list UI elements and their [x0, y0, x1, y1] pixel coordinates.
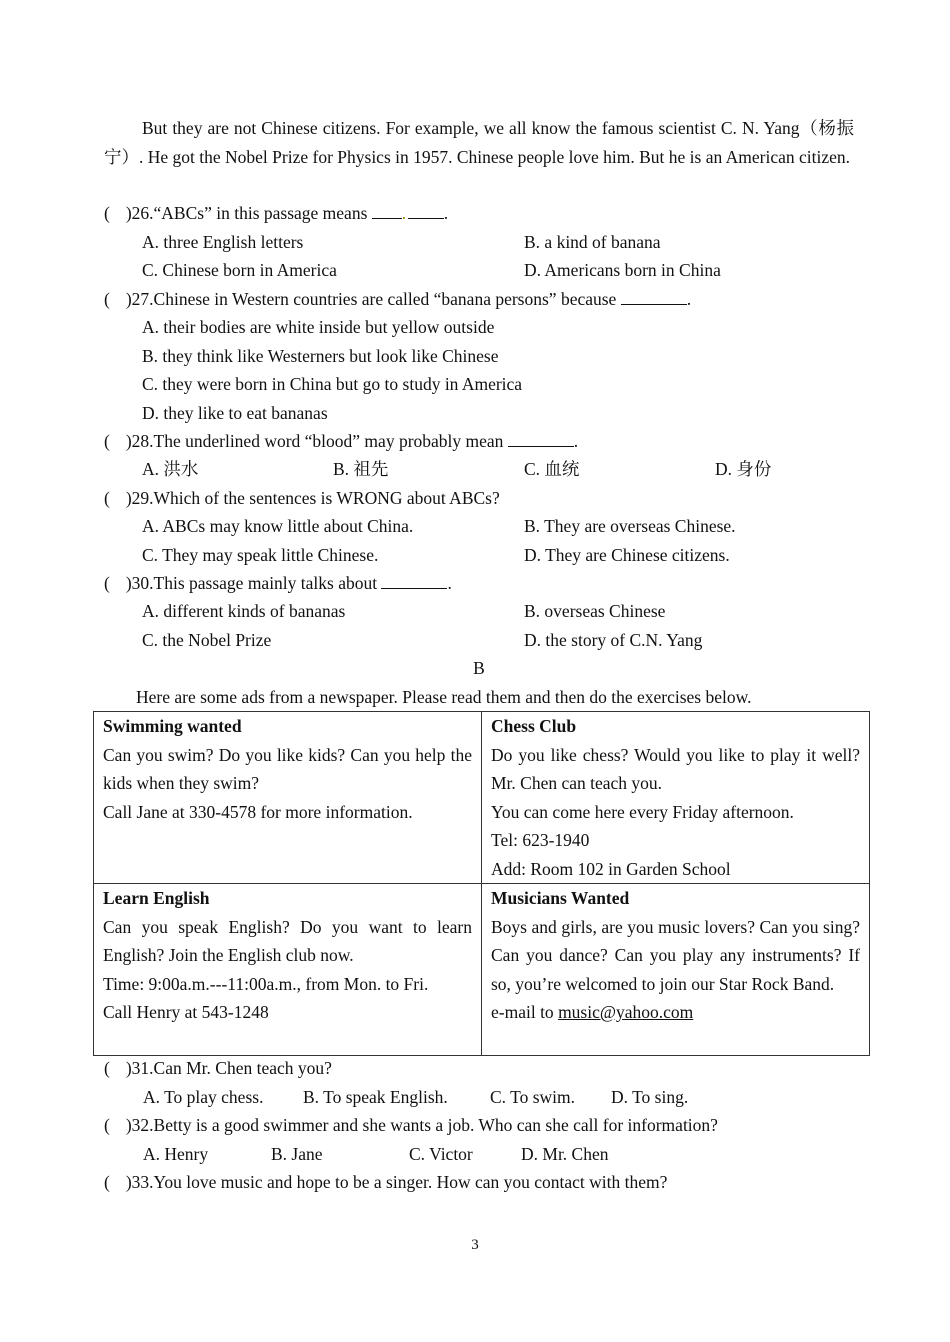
ad-swimming — [94, 712, 482, 884]
question-28 — [104, 427, 578, 456]
option: C. Victor — [409, 1144, 473, 1164]
question-33 — [104, 1168, 667, 1197]
ad-title: Swimming wanted — [103, 716, 242, 736]
ad-english — [94, 884, 482, 1056]
option: D. Americans born in China — [524, 260, 721, 280]
ad-email-line — [491, 998, 860, 1027]
answer-paren-close: ) — [125, 431, 132, 451]
ad-line: Call Jane at 330-4578 for more information. — [103, 801, 413, 822]
option: A. ABCs may know little about China. — [142, 516, 414, 536]
question-stem: 32.Betty is a good swimmer and she wants a job. Who can she call for information? — [131, 1115, 718, 1135]
option: C. they were born in China but go to study in America — [142, 374, 523, 394]
answer-paren[interactable]: ( — [104, 1115, 110, 1135]
answer-paren[interactable]: ( — [104, 203, 110, 223]
option: D. They are Chinese citizens. — [524, 545, 730, 565]
option: A. three English letters — [142, 232, 304, 252]
answer-paren-close: ) — [125, 203, 132, 223]
option: B. a kind of banana — [524, 232, 661, 252]
question-tail: . — [443, 203, 449, 223]
option: D. 身份 — [715, 459, 772, 479]
option: A. To play chess. — [143, 1087, 264, 1107]
ad-line: Tel: 623-1940 — [491, 830, 590, 850]
question-tail: . — [573, 431, 579, 451]
answer-paren[interactable]: ( — [104, 573, 110, 593]
option: D. the story of C.N. Yang — [524, 630, 703, 650]
option: B. They are overseas Chinese. — [524, 516, 736, 536]
passage-paragraph: But they are not Chinese citizens. For example, we all know the famous scientist C. N. Yang（杨振宁）. He got the Nobel Prize for Physics in 1957. Chinese people love him. But he is an American citizen. — [104, 118, 854, 167]
question-31 — [104, 1054, 332, 1083]
question-tail: . — [686, 289, 692, 309]
option: B. 祖先 — [333, 459, 389, 479]
option: C. the Nobel Prize — [142, 630, 272, 650]
answer-paren[interactable]: ( — [104, 289, 110, 309]
option: C. Chinese born in America — [142, 260, 337, 280]
email-link[interactable]: music@yahoo.com — [558, 1002, 694, 1022]
ads-table — [93, 711, 870, 1056]
answer-paren-close: ) — [125, 1058, 132, 1078]
ad-title: Learn English — [103, 888, 210, 908]
question-27 — [104, 285, 691, 314]
ad-title: Chess Club — [491, 716, 577, 736]
option: A. Henry — [143, 1144, 209, 1164]
question-stem: 33.You love music and hope to be a singer. How can you contact with them? — [131, 1172, 668, 1192]
question-stem: 27.Chinese in Western countries are called “banana persons” because — [131, 289, 621, 309]
option: D. Mr. Chen — [521, 1144, 609, 1164]
option: B. To speak English. — [303, 1087, 448, 1107]
answer-paren-close: ) — [125, 1115, 132, 1135]
question-stem: 26.“ABCs” in this passage means — [131, 203, 372, 223]
option: A. different kinds of bananas — [142, 601, 346, 621]
ad-line: Boys and girls, are you music lovers? Can you sing? Can you dance? Can you play any instruments? If so, you’re welcomed to join our Star Rock Band. — [491, 916, 860, 994]
option: B. Jane — [271, 1144, 323, 1164]
page-number: 3 — [471, 1237, 479, 1253]
ad-line: Add: Room 102 in Garden School — [491, 858, 731, 879]
ad-title: Musicians Wanted — [491, 888, 630, 908]
email-prefix: e-mail to — [491, 1002, 559, 1022]
option: B. they think like Westerners but look like Chinese — [142, 346, 499, 366]
section-heading: B — [473, 658, 485, 678]
question-26: ( )26.“ABCs” in this passage means . . — [104, 199, 448, 228]
section-intro: Here are some ads from a newspaper. Please read them and then do the exercises below. — [136, 687, 752, 707]
question-32 — [104, 1111, 718, 1140]
ad-line: Can you speak English? Do you want to learn English? Join the English club now. — [103, 916, 472, 965]
ad-line: Do you like chess? Would you like to play it well? Mr. Chen can teach you. — [491, 744, 860, 793]
option: A. their bodies are white inside but yellow outside — [142, 317, 495, 337]
answer-paren[interactable]: ( — [104, 1172, 110, 1192]
question-tail: . — [447, 573, 452, 593]
answer-paren[interactable]: ( — [104, 1058, 110, 1078]
ad-chess — [482, 712, 870, 884]
option: D. To sing. — [611, 1087, 689, 1107]
ad-line: Call Henry at 543-1248 — [103, 1002, 269, 1022]
question-stem: 29.Which of the sentences is WRONG about ABCs? — [131, 488, 500, 508]
ad-line: You can come here every Friday afternoon. — [491, 801, 794, 822]
option: A. 洪水 — [142, 459, 199, 479]
option: B. overseas Chinese — [524, 601, 666, 621]
question-stem: 30.This passage mainly talks about — [131, 573, 382, 593]
question-30 — [104, 569, 452, 598]
answer-paren-close: ) — [125, 488, 132, 508]
option: C. They may speak little Chinese. — [142, 545, 379, 565]
ad-line: Time: 9:00a.m.---11:00a.m., from Mon. to Fri. — [103, 973, 429, 994]
option: C. 血统 — [524, 459, 580, 479]
question-stem: 28.The underlined word “blood” may probably mean — [131, 431, 508, 451]
option: C. To swim. — [490, 1087, 575, 1107]
answer-paren-close: ) — [125, 289, 132, 309]
answer-paren[interactable]: ( — [104, 488, 110, 508]
ad-musicians — [482, 884, 870, 1056]
question-29 — [104, 484, 500, 513]
ad-line: Can you swim? Do you like kids? Can you help the kids when they swim? — [103, 744, 472, 793]
question-stem: 31.Can Mr. Chen teach you? — [131, 1058, 332, 1078]
answer-paren[interactable]: ( — [104, 431, 110, 451]
option: D. they like to eat bananas — [142, 403, 328, 423]
answer-paren-close: ) — [125, 573, 132, 593]
answer-paren-close: ) — [125, 1172, 132, 1192]
